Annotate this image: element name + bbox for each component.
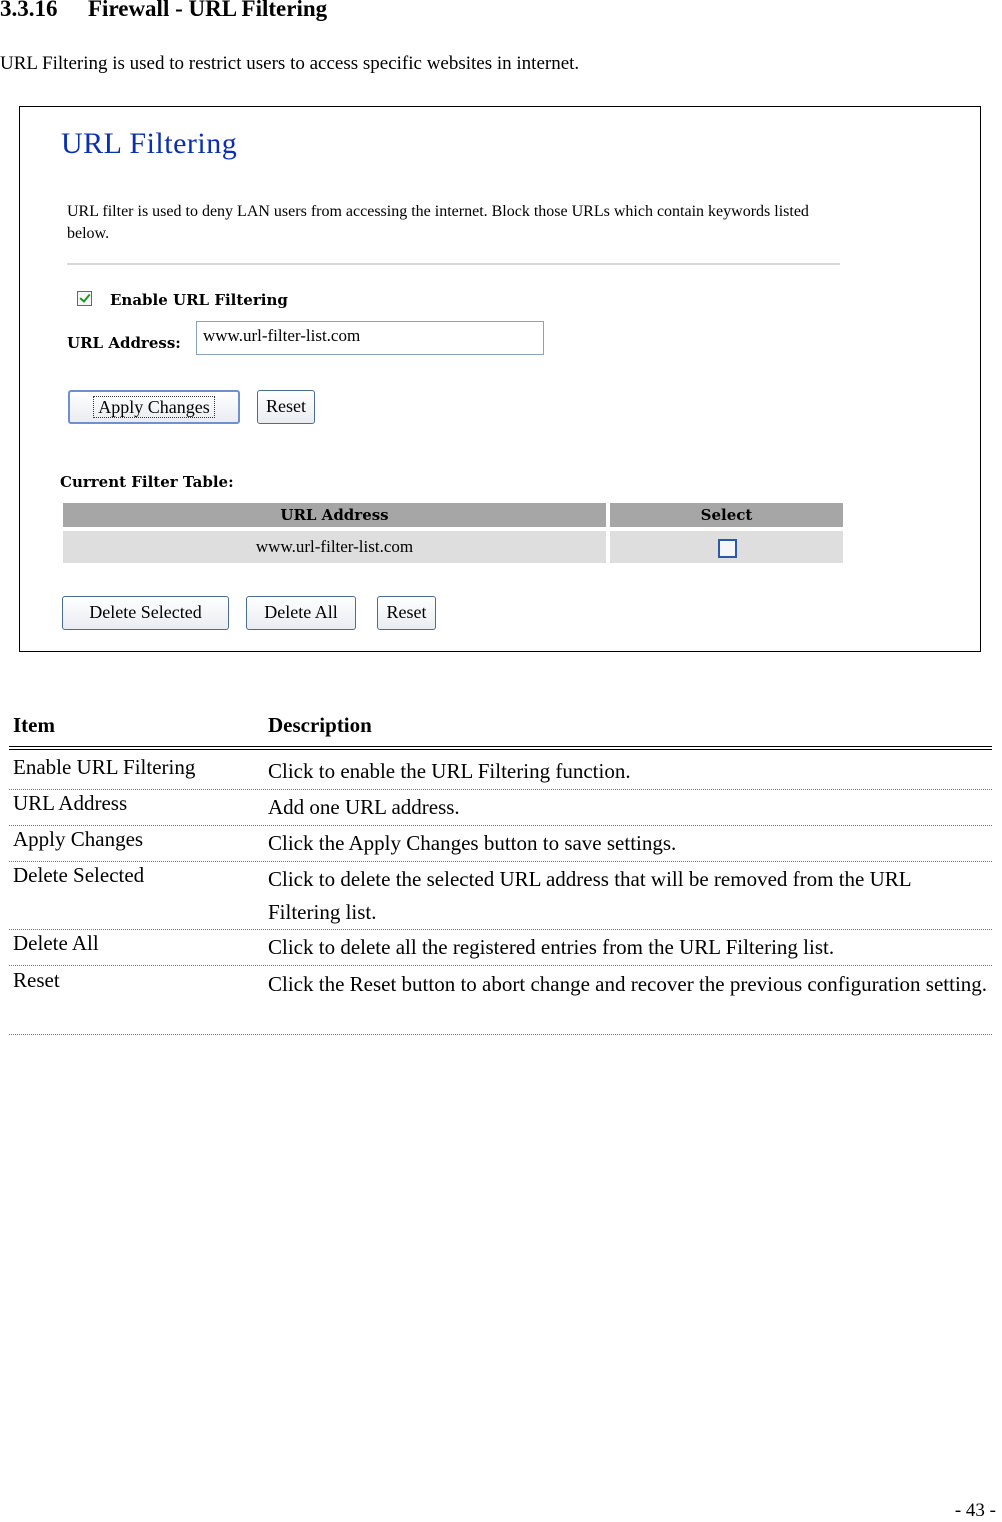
description-table-header	[9, 713, 992, 749]
table-row-select-cell	[610, 531, 843, 563]
ui-description: URL filter is used to deny LAN users from accessing the internet. Block those URLs which contain keywords listed below.	[67, 203, 809, 242]
table-row	[9, 755, 992, 790]
row-item: URL Address	[13, 791, 128, 815]
row-description: Click to delete all the registered entries from the URL Filtering list.	[268, 935, 835, 959]
apply-changes-button[interactable]	[68, 390, 240, 424]
table-row	[9, 791, 992, 826]
row-description: Click the Reset button to abort change and recover the previous configuration setting.	[268, 972, 988, 996]
row-item: Delete Selected	[13, 863, 145, 887]
section-number: 3.3.16	[0, 0, 58, 21]
row-item: Apply Changes	[13, 827, 144, 851]
section-title: Firewall - URL Filtering	[88, 0, 328, 21]
page-number: - 43 -	[954, 1500, 996, 1521]
row-item: Enable URL Filtering	[13, 755, 196, 779]
table-reset-button[interactable]: Reset	[377, 596, 436, 630]
row-item: Reset	[13, 968, 60, 992]
row-description: Click to enable the URL Filtering function.	[268, 759, 631, 783]
row-item: Delete All	[13, 931, 99, 955]
header-item: Item	[13, 713, 55, 737]
enable-url-filtering-checkbox[interactable]	[77, 291, 92, 306]
header-description: Description	[268, 713, 372, 737]
table-row	[9, 931, 992, 966]
table-row-url: www.url-filter-list.com	[63, 531, 606, 563]
row-description: Click to delete the selected URL address that will be removed from the URL Filtering list.	[268, 867, 911, 924]
table-row	[9, 968, 992, 1035]
reset-button[interactable]: Reset	[257, 390, 315, 424]
table-header-select: Select	[610, 503, 843, 527]
row-select-checkbox[interactable]	[718, 539, 737, 558]
url-address-label: URL Address:	[67, 334, 181, 352]
delete-all-button[interactable]: Delete All	[246, 596, 356, 630]
ui-page-title: URL Filtering	[61, 127, 238, 160]
enable-url-filtering-label: Enable URL Filtering	[110, 291, 288, 309]
header-double-rule	[9, 746, 992, 750]
table-header-url-address: URL Address	[63, 503, 606, 527]
table-row	[9, 863, 992, 930]
current-filter-table-label: Current Filter Table:	[60, 473, 234, 491]
delete-selected-button[interactable]: Delete Selected	[62, 596, 229, 630]
ui-divider	[67, 263, 840, 265]
url-filtering-screenshot	[19, 106, 981, 652]
section-heading	[0, 0, 327, 22]
row-description: Click the Apply Changes button to save settings.	[268, 831, 677, 855]
row-description: Add one URL address.	[268, 795, 460, 819]
intro-text: URL Filtering is used to restrict users to access specific websites in internet.	[0, 53, 580, 74]
table-row	[9, 827, 992, 862]
url-address-input[interactable]: www.url-filter-list.com	[196, 321, 544, 355]
apply-changes-label: Apply Changes	[93, 396, 215, 418]
